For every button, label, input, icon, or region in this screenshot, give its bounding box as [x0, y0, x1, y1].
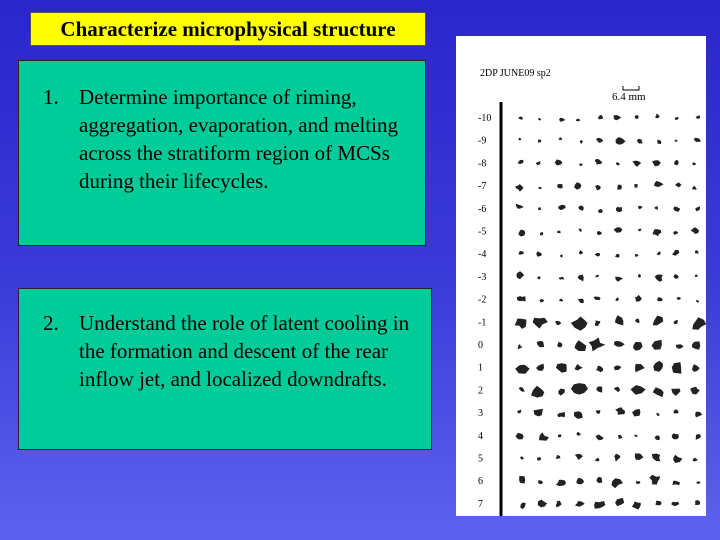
ice-particle [537, 276, 540, 279]
row-label: -3 [478, 271, 487, 283]
ice-particle [577, 478, 585, 485]
ice-particle [595, 275, 599, 278]
particle-image [456, 36, 706, 516]
ice-particle [559, 298, 563, 301]
ice-particle [693, 458, 698, 462]
ice-particle [653, 387, 664, 397]
ice-particle [690, 387, 700, 395]
ice-particle [653, 316, 664, 326]
ice-particle [575, 364, 583, 371]
ice-particle [538, 500, 547, 508]
ice-particle [538, 207, 541, 210]
ice-particle [696, 434, 701, 440]
ice-particle [537, 457, 541, 460]
ice-particle [575, 340, 587, 351]
ice-particle [540, 299, 545, 303]
ice-particle [672, 362, 682, 374]
ice-particle [634, 184, 638, 188]
ice-particle [695, 206, 700, 211]
ice-particle [556, 480, 566, 486]
ice-particle [632, 409, 640, 417]
ice-particle [649, 475, 660, 485]
ice-particle [615, 315, 623, 325]
particle-image-panel [456, 36, 706, 516]
ice-particle [671, 389, 680, 396]
ice-particle [653, 229, 662, 236]
ice-particle [614, 387, 620, 392]
objective-text-2: Understand the role of latent cooling in the formation and descent of the rear inflow jet, and localized downdrafts. [79, 311, 410, 391]
ice-particle [515, 184, 523, 192]
ice-particle [593, 297, 600, 301]
particle-image-title: 2DP JUNE09 sp2 [480, 68, 551, 79]
ice-particle [595, 458, 600, 462]
ice-particle [519, 476, 525, 484]
ice-particle [673, 455, 682, 463]
ice-particle [555, 321, 561, 325]
ice-particle [571, 383, 588, 395]
ice-particle [695, 274, 698, 277]
slide-title-box [30, 12, 426, 46]
row-label: 2 [478, 385, 483, 397]
ice-particle [614, 365, 622, 370]
scale-label: 6.4 mm [612, 91, 646, 103]
ice-particle [596, 434, 604, 440]
ice-particle [515, 319, 527, 329]
ice-particle [674, 160, 678, 165]
ice-particle [540, 232, 543, 235]
ice-particle [557, 342, 562, 347]
ice-particle [557, 231, 561, 234]
ice-particle [692, 341, 700, 350]
ice-particle [675, 139, 678, 141]
ice-particle [657, 297, 663, 301]
ice-particle [655, 501, 661, 506]
ice-particle [517, 296, 526, 301]
ice-particle [632, 501, 641, 509]
ice-particle [518, 117, 523, 120]
ice-particle [652, 160, 661, 166]
ice-particle [635, 295, 642, 302]
ice-particle [612, 478, 624, 488]
ice-particle [596, 477, 602, 483]
ice-particle [635, 364, 645, 372]
ice-particle [617, 185, 622, 190]
ice-particle [615, 277, 623, 282]
ice-particle [652, 454, 661, 462]
row-label: 3 [478, 408, 483, 420]
ice-particle [559, 118, 565, 122]
ice-particle [657, 252, 661, 256]
ice-particle [589, 337, 606, 351]
ice-particle [614, 115, 622, 120]
ice-particle [518, 230, 525, 237]
ice-particle [673, 206, 680, 212]
ice-particle [696, 482, 700, 484]
ice-particle [672, 433, 679, 439]
ice-particle [598, 209, 603, 213]
ice-particle [558, 434, 562, 437]
row-label: -5 [478, 226, 487, 238]
ice-particle [616, 207, 622, 212]
ice-particle [536, 251, 542, 257]
ice-particle [595, 320, 601, 326]
ice-particle [520, 456, 524, 459]
ice-particle [653, 361, 663, 372]
ice-particle [578, 299, 584, 303]
ice-particle [559, 137, 563, 140]
ice-particle [655, 206, 658, 210]
ice-particle [574, 182, 581, 190]
row-label: 1 [478, 362, 483, 374]
ice-particle [615, 407, 625, 415]
ice-particle [657, 413, 660, 416]
ice-particle [539, 432, 549, 441]
ice-particle [637, 139, 643, 144]
ice-particle [536, 364, 544, 371]
ice-particle [671, 502, 679, 506]
ice-particle [692, 317, 706, 330]
ice-particle [615, 254, 619, 258]
ice-particle [676, 344, 684, 348]
ice-particle [614, 341, 625, 347]
ice-particle [616, 137, 626, 145]
ice-particle [531, 386, 544, 398]
ice-particle [695, 412, 702, 418]
ice-particle [556, 455, 561, 459]
ice-particle [571, 317, 588, 331]
ice-particle [595, 185, 601, 191]
ice-particle [618, 435, 623, 439]
ice-particle [696, 300, 699, 303]
row-label: 5 [478, 453, 483, 465]
ice-particle [579, 229, 582, 232]
slide-title: Characterize microphysical structure [60, 16, 396, 41]
ice-particle [692, 186, 697, 190]
row-label: -4 [478, 249, 487, 261]
ice-particle [516, 204, 524, 209]
row-label: -6 [478, 203, 487, 215]
ice-particle [674, 320, 678, 324]
row-label: -1 [478, 317, 487, 329]
scale-bar [623, 86, 639, 90]
row-label: -2 [478, 294, 487, 306]
ice-particle [578, 275, 584, 282]
ice-particle [598, 115, 603, 120]
ice-particle [518, 251, 524, 255]
ice-particle [654, 181, 664, 187]
ice-particle [638, 229, 642, 232]
ice-particle [575, 501, 585, 506]
ice-particle [655, 436, 660, 441]
ice-particle [631, 385, 646, 395]
ice-particle [657, 140, 661, 145]
ice-particle [638, 274, 641, 278]
ice-particle [518, 344, 523, 349]
ice-particle [674, 409, 679, 414]
ice-particle [595, 253, 601, 257]
ice-particle [695, 250, 698, 253]
ice-particle [574, 411, 583, 419]
ice-particle [694, 138, 701, 142]
ice-particle [615, 297, 619, 301]
ice-particle [695, 500, 700, 505]
ice-particle [519, 138, 522, 141]
ice-particle [596, 138, 603, 143]
row-label: 6 [478, 476, 483, 488]
row-label: -8 [478, 158, 487, 170]
ice-particle [577, 432, 581, 436]
ice-particle [672, 250, 679, 256]
ice-particle [580, 140, 583, 144]
ice-particle [696, 115, 701, 118]
ice-particle [556, 363, 567, 373]
row-label: -10 [478, 113, 492, 124]
objective-item-1 [43, 83, 409, 195]
ice-particle [519, 387, 525, 392]
ice-particle [538, 187, 541, 189]
ice-particle [635, 254, 639, 257]
objective-panel-1 [18, 60, 426, 246]
row-label: -7 [478, 181, 487, 193]
ice-particle [638, 206, 642, 210]
ice-particle [558, 205, 566, 210]
ice-particle [557, 412, 565, 417]
ice-particle [517, 271, 525, 279]
ice-particle [596, 366, 603, 373]
row-label: 0 [478, 340, 483, 351]
ice-particle [675, 117, 679, 120]
ice-particle [691, 227, 700, 234]
ice-particle [520, 503, 525, 510]
objective-number-1: 1. [43, 85, 59, 109]
objective-number-2: 2. [43, 311, 59, 335]
ice-particle [635, 454, 644, 461]
ice-particle [655, 274, 663, 281]
ice-particle [614, 454, 620, 462]
ice-particle [596, 387, 602, 393]
row-label: 4 [478, 430, 483, 442]
ice-particle [634, 435, 637, 437]
row-label: 7 [478, 498, 483, 510]
ice-particle [595, 159, 602, 165]
ice-particle [556, 501, 562, 508]
ice-particle [594, 501, 605, 509]
ice-particle [579, 164, 583, 167]
ice-particle [538, 480, 543, 484]
ice-particle [533, 318, 548, 329]
ice-particle [538, 118, 541, 121]
ice-particle [673, 274, 678, 279]
ice-particle [635, 319, 639, 323]
ice-particle [534, 409, 544, 417]
ice-particle [560, 254, 563, 257]
ice-particle [692, 162, 696, 165]
objective-panel-2 [18, 288, 432, 450]
ice-particle [614, 227, 623, 233]
ice-particle [692, 364, 700, 372]
ice-particle [515, 433, 523, 440]
ice-particle [575, 454, 583, 460]
ice-particle [652, 340, 662, 350]
ice-particle [559, 277, 564, 280]
ice-particle [517, 410, 521, 413]
ice-particle [576, 119, 581, 122]
ice-particle [632, 161, 641, 167]
ice-particle [597, 231, 602, 235]
ice-particle [616, 162, 620, 165]
ice-particle [536, 161, 541, 165]
ice-particle [537, 341, 544, 347]
ice-particle [557, 184, 562, 188]
objective-item-2 [43, 309, 415, 393]
ice-particle [578, 206, 584, 211]
ice-particle [596, 410, 601, 414]
row-label: -9 [478, 135, 487, 147]
ice-particle [633, 342, 642, 351]
ice-particle [676, 182, 682, 187]
ice-particle [635, 115, 639, 119]
ice-particle [518, 160, 524, 164]
ice-particle [677, 297, 682, 300]
objective-text-1: Determine importance of riming, aggregation, evaporation, and melting across the stratiform region of MCSs during their lifecycles. [79, 85, 398, 193]
ice-particle [579, 250, 583, 254]
ice-particle [555, 159, 563, 165]
ice-particle [538, 139, 542, 142]
ice-particle [673, 231, 678, 235]
ice-particle [515, 365, 530, 374]
ice-particle [655, 113, 660, 118]
ice-particle [615, 498, 624, 506]
ice-particle [636, 481, 641, 484]
ice-particle [558, 389, 565, 396]
ice-particle [673, 481, 681, 486]
